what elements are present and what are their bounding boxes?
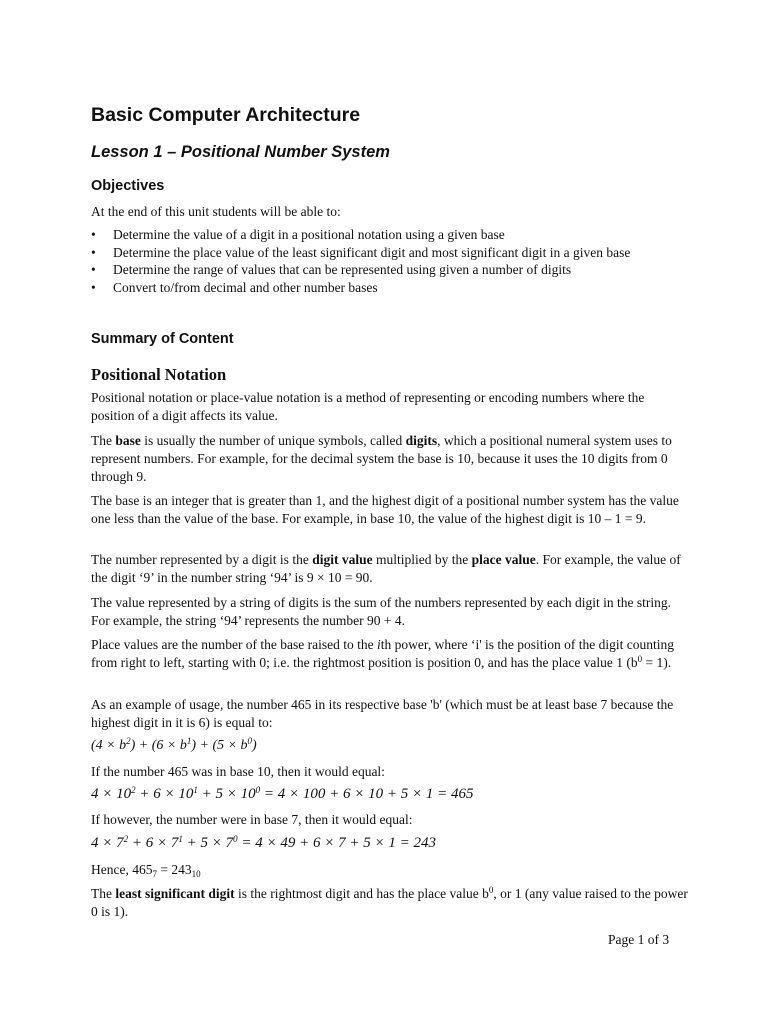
page-number: Page 1 of 3 xyxy=(608,932,670,947)
section-heading: Positional Notation xyxy=(91,365,227,384)
bullet-icon: • xyxy=(91,279,96,295)
lesson-heading: Lesson 1 – Positional Number System xyxy=(91,143,390,161)
paragraph-string-value: The value represented by a string of digits is the sum of the numbers represented by each digit in the string. For example, the string ‘94’ represents the number 90 + 4. xyxy=(91,595,671,628)
objectives-heading: Objectives xyxy=(91,178,165,194)
document-title: Basic Computer Architecture xyxy=(91,104,361,126)
objectives-intro: At the end of this unit students will be able to: xyxy=(91,204,341,219)
bullet-icon: • xyxy=(91,262,96,277)
paragraph-example-usage: As an example of usage, the number 465 in its respective base 'b' (which must be at least base 7 because the highest digit in it is 6) is equal to: xyxy=(91,697,674,730)
paragraph-place-values: Place values are the number of the base raised to the ith power, where ‘i' is the position of the digit counting from right to left, starting with 0; i.e. the rightmost position is position 0, and has the place value 1 $(b^0 = 1)$. xyxy=(91,637,674,670)
list-item: • Convert to/from decimal and other number bases xyxy=(91,279,378,295)
list-item: • Determine the value of a digit in a positional notation using a given base xyxy=(91,227,505,242)
bullet-icon: • xyxy=(91,227,96,242)
paragraph-least-significant-digit: The least significant digit is the rightmost digit and has the place value $b^0$, or 1 (any value raised to the power 0 is 1). xyxy=(91,885,688,919)
paragraph-base-integer: The base is an integer that is greater than 1, and the highest digit of a positional number system has the value one less than the value of the base. For example, in base 10, the value of the highest digit is 10 – 1 = 9. xyxy=(91,493,679,526)
equation-base-7: $4 \times 7^2 + 6 \times 7^1 + 5 \times 7^0 = 4 \times 49 + 6 \times 7 + 5 \times 1 = 243$ xyxy=(91,834,436,851)
bullet-icon: • xyxy=(91,244,96,260)
list-item: • Determine the place value of the least significant digit and most significant digit in a given base xyxy=(91,244,631,260)
paragraph-digit-value: The number represented by a digit is the digit value multiplied by the place value. For example, the value of the digit ‘9’ in the number string ‘94’ is 9 × 10 = 90. xyxy=(91,552,681,585)
objectives-list xyxy=(91,226,681,296)
hence-conclusion: Hence, $465_7 = 243_{10}$ xyxy=(91,862,201,879)
list-item: • Determine the range of values that can be represented using given a number of digits xyxy=(91,262,572,277)
equation-base-b: $(4 \times b^2) + (6 \times b^1) + (5 \times b^0)$ xyxy=(91,736,257,753)
equation-base-10: $4 \times 10^2 + 6 \times 10^1 + 5 \times 10^0 = 4 \times 100 + 6 \times 10 + 5 \times 1 = 465$ xyxy=(91,785,474,802)
paragraph-base-10: If the number 465 was in base 10, then it would equal: xyxy=(91,764,385,779)
paragraph-base: The base is usually the number of unique symbols, called digits, which a positional numeral system uses to represent numbers. For example, for the decimal system the base is 10, because it uses the 10 digits from 0 through 9. xyxy=(91,433,672,484)
paragraph-positional-notation: Positional notation or place-value notation is a method of representing or encoding numbers where the position of a digit affects its value. xyxy=(91,390,645,423)
paragraph-base-7: If however, the number were in base 7, then it would equal: xyxy=(91,812,413,827)
summary-heading: Summary of Content xyxy=(91,331,234,347)
